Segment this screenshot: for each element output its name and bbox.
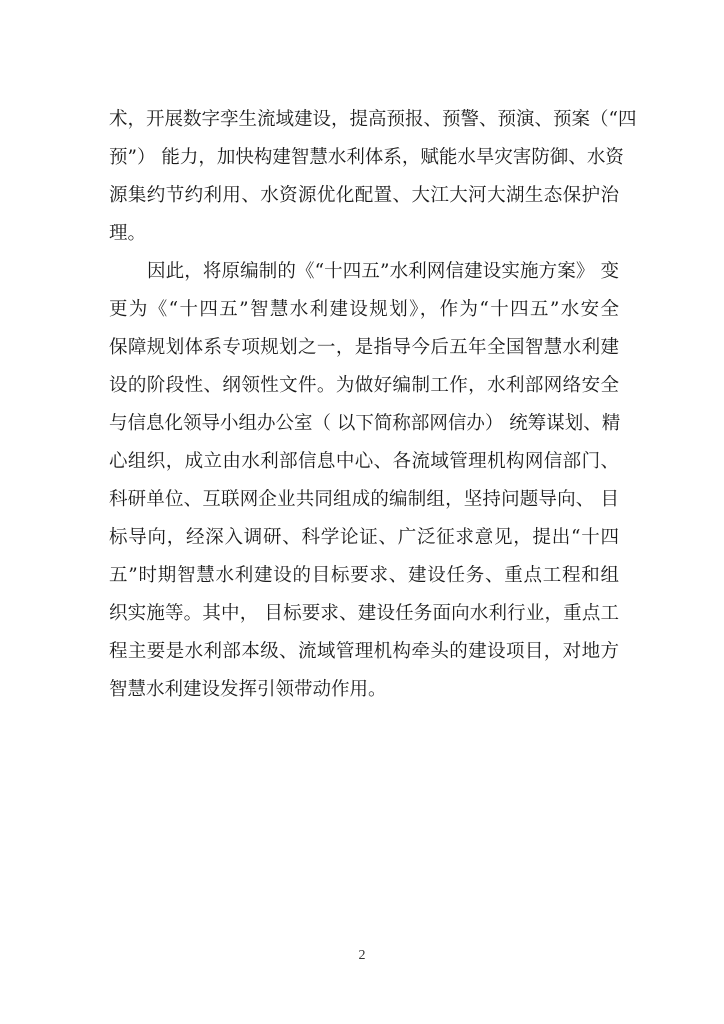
paragraph-2-line-4: 设的阶段性、纲领性文件。为做好编制工作，水利部网络安全 (109, 375, 619, 396)
paragraph-1-line-2: 预”） 能力，加快构建智慧水利体系，赋能水旱灾害防御、水资 (109, 147, 624, 168)
paragraph-2-line-11: 程主要是水利部本级、流域管理机构牵头的建设项目，对地方 (109, 641, 619, 662)
paragraph-2-line-5: 与信息化领导小组办公室（ 以下简称部网信办） 统筹谋划、精 (109, 413, 621, 434)
paragraph-2-line-9: 五”时期智慧水利建设的目标要求、建设任务、重点工程和组 (109, 565, 619, 586)
paragraph-2-line-12: 智慧水利建设发挥引领带动作用。 (109, 679, 387, 700)
paragraph-2-line-8: 标导向，经深入调研、科学论证、广泛征求意见，提出“十四 (109, 527, 619, 548)
paragraph-2-line-3: 保障规划体系专项规划之一，是指导今后五年全国智慧水利建 (109, 337, 619, 358)
paragraph-2-line-1: 因此，将原编制的《“十四五”水利网信建设实施方案》 变 (147, 261, 619, 282)
paragraph-1-line-4: 理。 (109, 223, 147, 244)
paragraph-2-line-7: 科研单位、互联网企业共同组成的编制组，坚持问题导向、 目 (109, 489, 619, 510)
paragraph-2-line-10: 织实施等。其中， 目标要求、建设任务面向水利行业，重点工 (109, 603, 619, 624)
paragraph-1-line-1: 术，开展数字孪生流域建设，提高预报、预警、预演、预案（“四 (109, 109, 637, 130)
page-number: 2 (358, 948, 366, 963)
paragraph-1-line-3: 源集约节约利用、水资源优化配置、大江大河大湖生态保护治 (109, 185, 619, 206)
paragraph-2-line-2: 更为《“十四五”智慧水利建设规划》，作为“十四五”水安全 (109, 299, 619, 320)
paragraph-2-line-6: 心组织，成立由水利部信息中心、各流域管理机构网信部门、 (109, 451, 619, 472)
